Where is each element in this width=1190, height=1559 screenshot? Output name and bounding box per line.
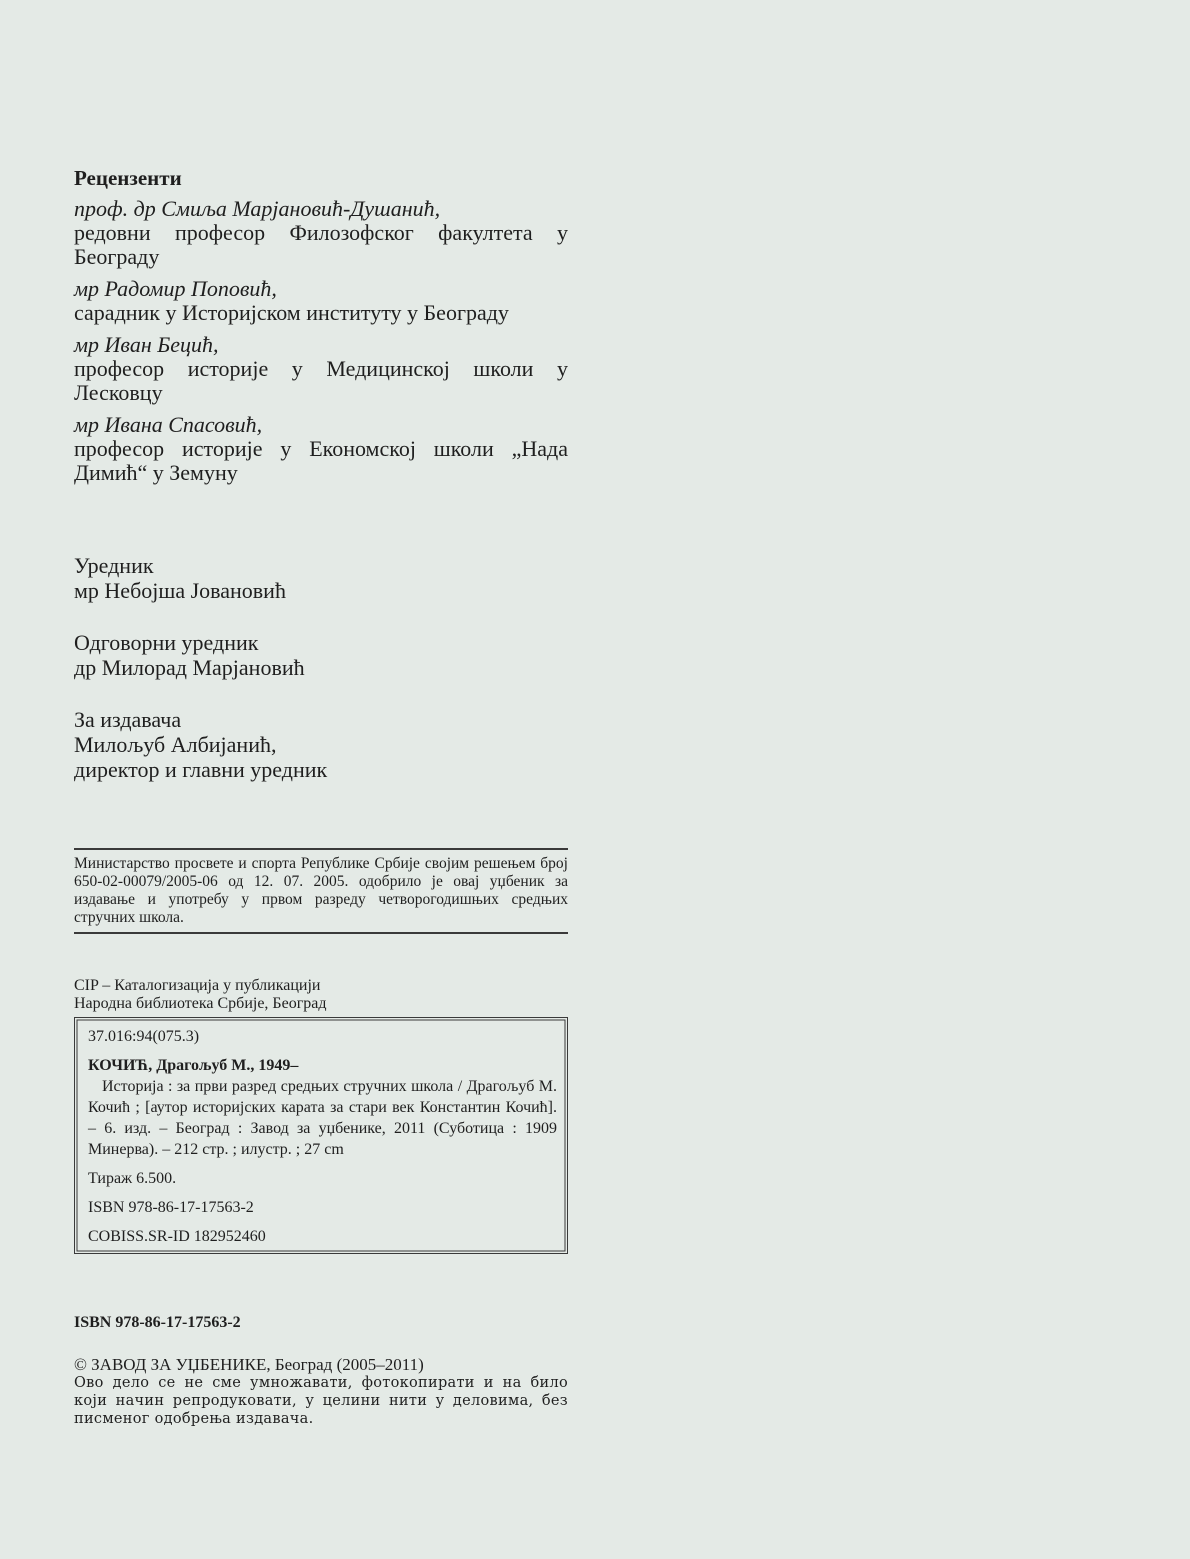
reviewer-entry <box>74 333 568 405</box>
responsible-editor-role: Одговорни уредник <box>74 630 259 655</box>
reviewer-desc: професор историје у Медицинској школи у Лесковцу <box>74 356 568 405</box>
reviewer-entry <box>74 277 568 325</box>
ministry-text: Министарство просвете и спорта Републике Србије својим решењем број 650-02-00079/2005-06 од 12. 07. 2005. одобрило је овај уџбеник за издавање и употребу у првом разреду четворогодишњих средњих стручних школа. <box>74 855 568 926</box>
publisher-title: директор и главни уредник <box>74 757 328 782</box>
reviewer-name: проф. др Смиља Марјановић-Душанић, <box>74 196 441 221</box>
cip-cobiss: COBISS.SR-ID 182952460 <box>88 1228 266 1245</box>
reviewer-desc: редовни професор Филозофског факултета у Београду <box>74 220 568 269</box>
bottom-rule <box>74 932 568 934</box>
reviewer-desc: сарадник у Историјском институту у Београду <box>74 300 509 325</box>
reviewers-heading: Рецензенти <box>74 166 182 190</box>
copyright-notice: Ово дело се не сме умножавати, фотокопирати и на било који начин репродуковати, у целини нити у деловима, без писменог одобрења издавача. <box>74 1375 568 1427</box>
reviewer-entry <box>74 197 568 269</box>
isbn-label: ISBN 978-86-17-17563-2 <box>74 1314 241 1331</box>
editor-role: Уредник <box>74 553 154 578</box>
credits-section <box>74 553 568 809</box>
publisher-name: Милољуб Албијанић, <box>74 732 277 757</box>
cip-print-run: Тираж 6.500. <box>88 1170 177 1187</box>
cip-isbn: ISBN 978-86-17-17563-2 <box>88 1199 254 1216</box>
cip-section <box>74 977 568 1254</box>
reviewer-name: мр Иван Бецић, <box>74 332 219 357</box>
reviewer-entry <box>74 413 568 485</box>
editor-name: мр Небојша Јовановић <box>74 578 286 603</box>
copyright-section <box>74 1356 568 1428</box>
cip-header-line1: CIP – Каталогизација у публикацији <box>74 977 321 994</box>
reviewer-name: мр Радомир Поповић, <box>74 276 277 301</box>
reviewer-name: мр Ивана Спасовић, <box>74 412 263 437</box>
copyright-line: © ЗАВОД ЗА УЏБЕНИКЕ, Београд (2005–2011) <box>74 1355 424 1374</box>
editor-credit <box>74 553 568 603</box>
responsible-editor-name: др Милорад Марјановић <box>74 655 305 680</box>
publisher-credit <box>74 707 568 782</box>
publisher-role: За издавача <box>74 707 182 732</box>
reviewer-desc: професор историје у Економској школи „Нада Димић“ у Земуну <box>74 436 568 485</box>
cip-author: КОЧИЋ, Драгољуб М., 1949– <box>88 1057 299 1074</box>
cip-udc: 37.016:94(075.3) <box>88 1028 200 1045</box>
ministry-approval <box>74 848 568 934</box>
reviewers-section <box>74 163 568 493</box>
responsible-editor-credit <box>74 630 568 680</box>
cip-description: Историја : за први разред средњих стручних школа / Драгољуб М. Кочић ; [аутор историјских карата за стари век Константин Кочић]. – 6. изд. – Београд : Завод за уџбенике, 2011 (Суботица : 1909 Минерва). – 212 стр. ; илустр. ; 27 cm <box>88 1078 557 1158</box>
cip-record-box <box>74 1017 568 1254</box>
cip-header-line2: Народна библиотека Србије, Београд <box>74 995 327 1012</box>
